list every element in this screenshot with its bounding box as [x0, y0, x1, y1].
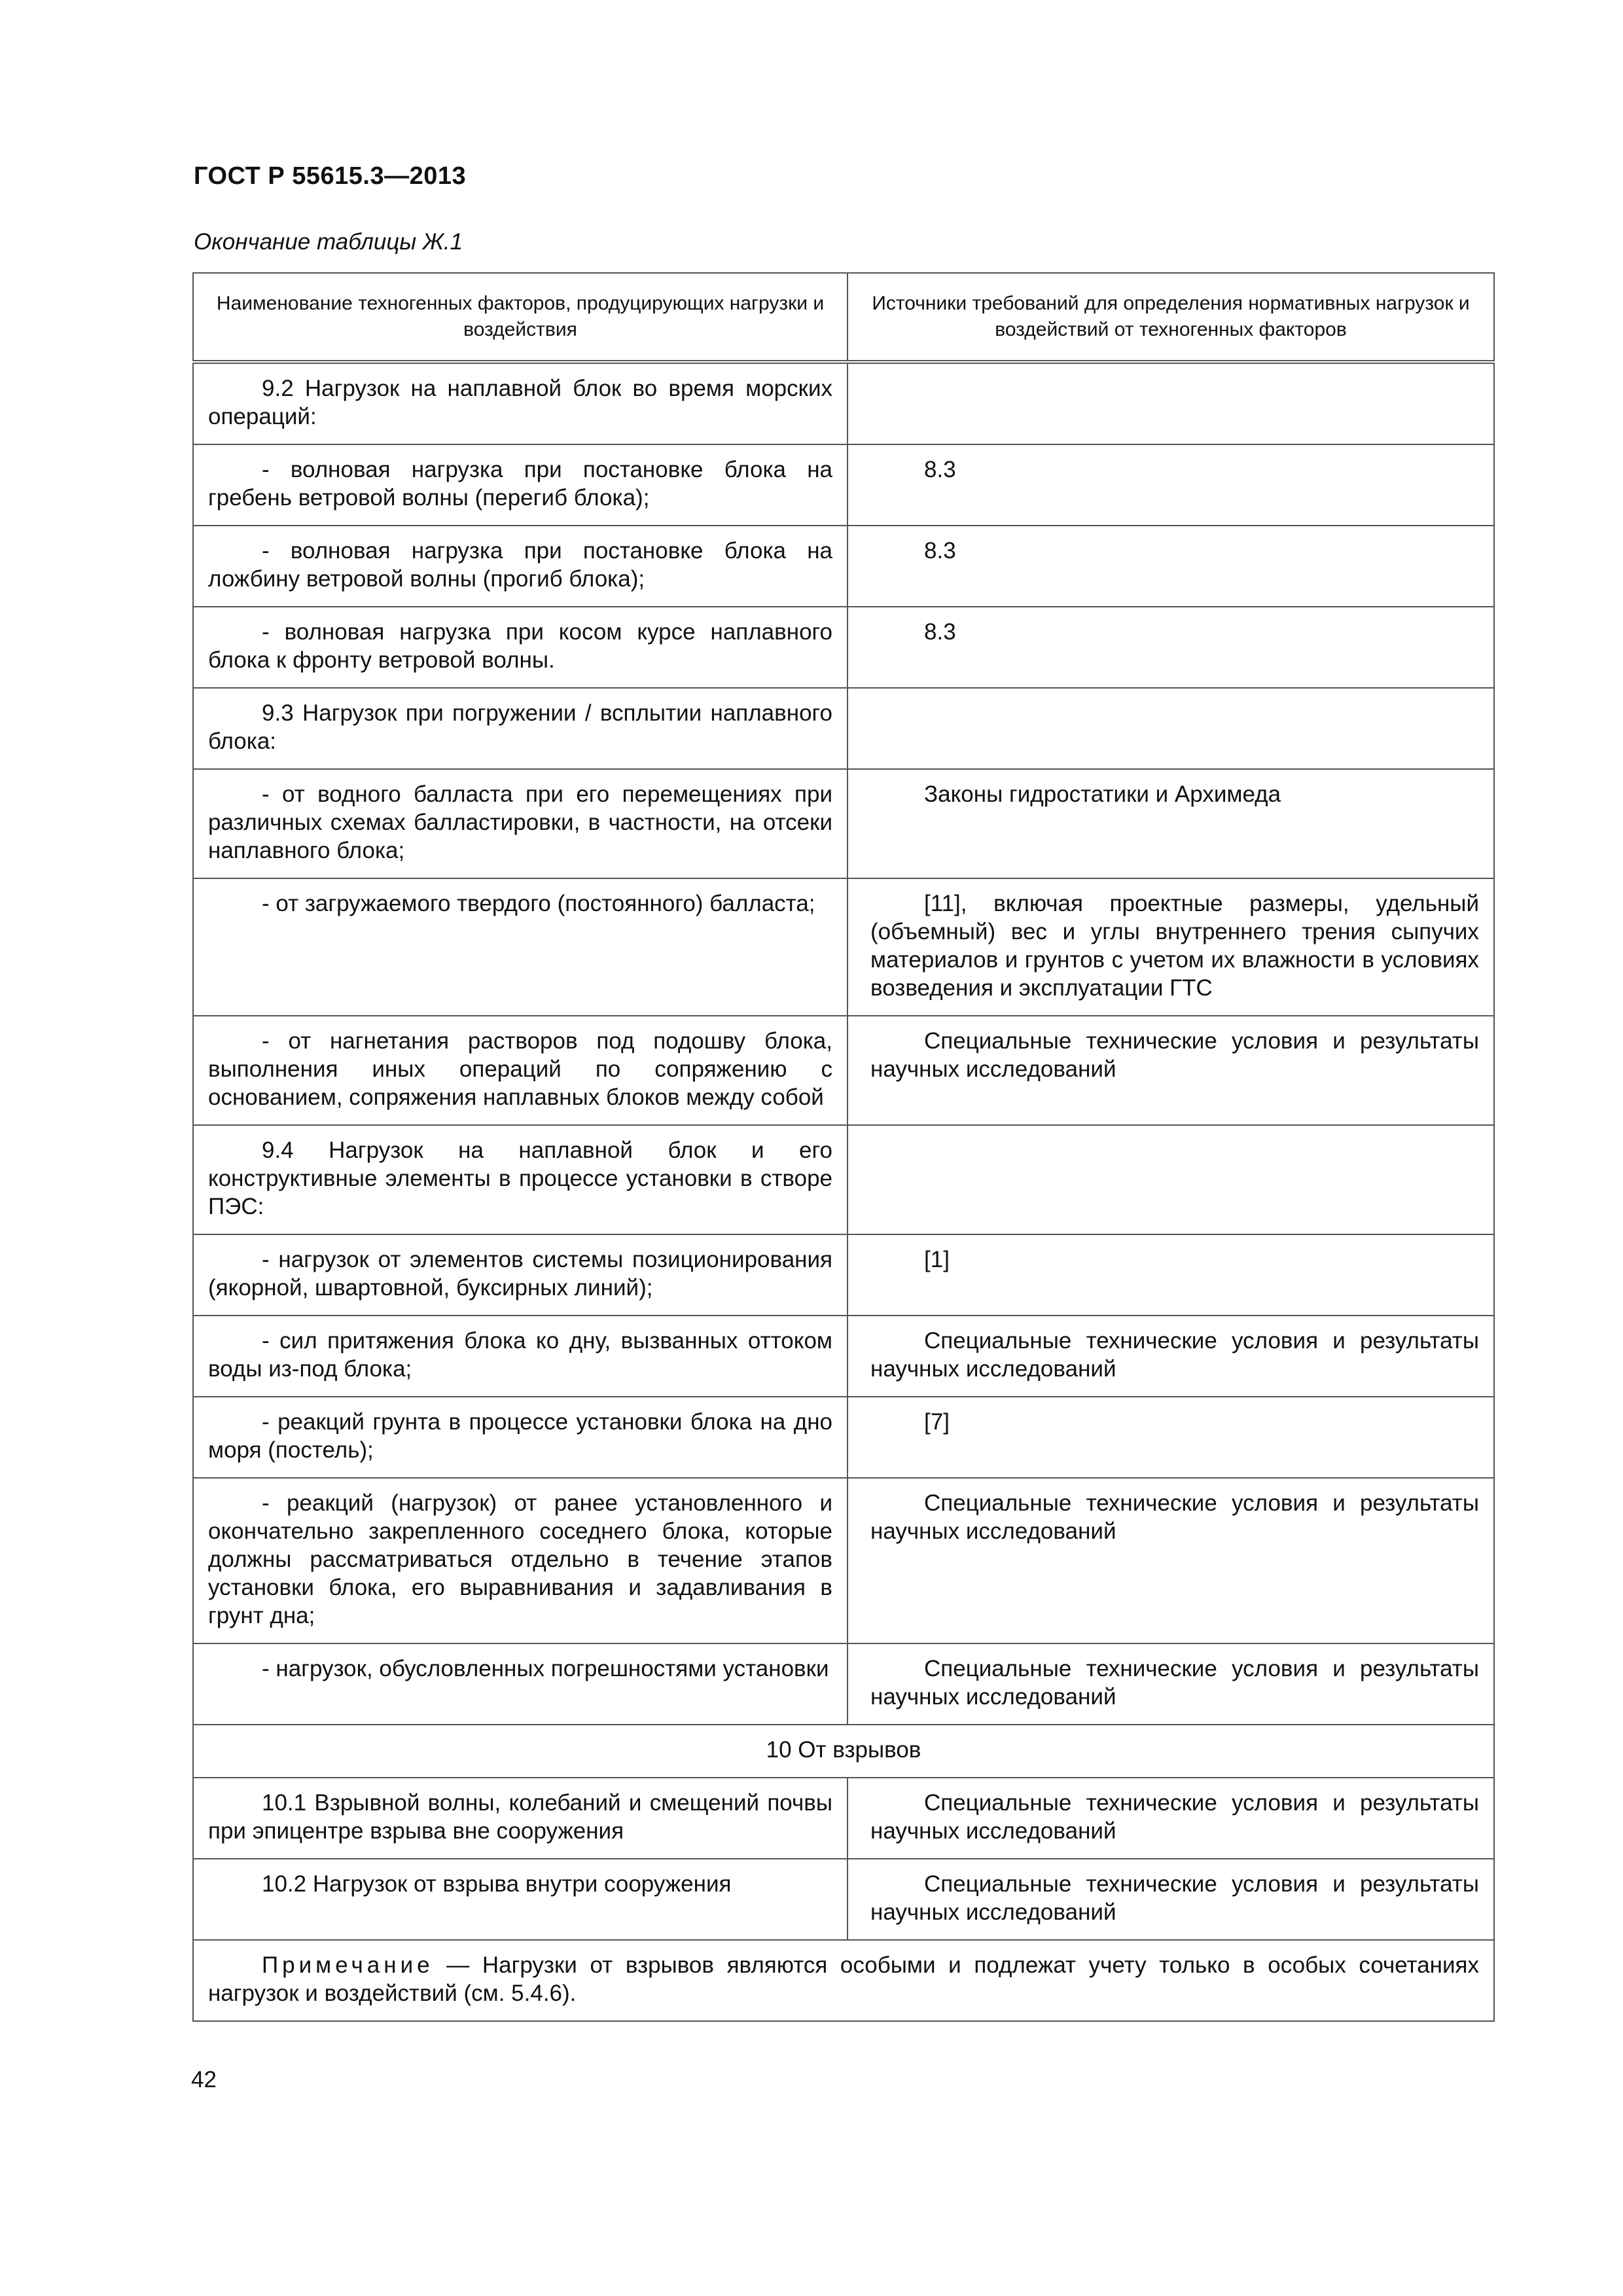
table-row — [193, 1016, 1494, 1125]
factor-cell: - реакций грунта в процессе установки блока на дно моря (постель); — [193, 1397, 847, 1478]
document-code: ГОСТ Р 55615.3—2013 — [194, 162, 467, 190]
table-header-row — [193, 273, 1494, 362]
factor-cell: - сил притяжения блока ко дну, вызванных оттоком воды из-под блока; — [193, 1316, 847, 1397]
factor-cell: 9.3 Нагрузок при погружении / всплытии наплавного блока: — [193, 688, 847, 769]
source-cell: [1] — [847, 1234, 1494, 1316]
table-row — [193, 1397, 1494, 1478]
section-heading-explosions: 10 От взрывов — [193, 1725, 1494, 1778]
table-row — [193, 1859, 1494, 1940]
factor-cell: 9.2 Нагрузок на наплавной блок во время морских операций: — [193, 362, 847, 444]
factor-cell: 10.1 Взрывной волны, колебаний и смещений почвы при эпицентре взрыва вне сооружения — [193, 1778, 847, 1859]
source-cell: Специальные технические условия и результаты научных исследований — [847, 1316, 1494, 1397]
source-cell: Специальные технические условия и результаты научных исследований — [847, 1643, 1494, 1725]
note-text: — Нагрузки от взрывов являются особыми и подлежат учету только в особых сочетаниях нагрузок и воздействий (см. 5.4.6). — [208, 1952, 1479, 2006]
factor-cell: - волновая нагрузка при косом курсе наплавного блока к фронту ветровой волны. — [193, 607, 847, 688]
source-cell: Специальные технические условия и результаты научных исследований — [847, 1778, 1494, 1859]
section-row — [193, 1725, 1494, 1778]
factor-cell: - реакций (нагрузок) от ранее установленного и окончательно закрепленного соседнего блока, которые должны рассматриваться отдельно в течение этапов установки блока, его выравнивания и задавливания в грунт дна; — [193, 1478, 847, 1643]
source-cell: Специальные технические условия и результаты научных исследований — [847, 1478, 1494, 1643]
page-number: 42 — [191, 2067, 217, 2092]
column-header-factors: Наименование техногенных факторов, продуцирующих нагрузки и воздействия — [193, 273, 847, 362]
table-row — [193, 1778, 1494, 1859]
source-cell: 8.3 — [847, 607, 1494, 688]
table-row — [193, 878, 1494, 1016]
table-row — [193, 444, 1494, 526]
table-row — [193, 1643, 1494, 1725]
source-cell: Специальные технические условия и результаты научных исследований — [847, 1016, 1494, 1125]
source-cell: 8.3 — [847, 526, 1494, 607]
source-cell — [847, 688, 1494, 769]
factor-cell: - нагрузок от элементов системы позиционирования (якорной, швартовной, буксирных линий); — [193, 1234, 847, 1316]
source-cell: 8.3 — [847, 444, 1494, 526]
factor-cell: 10.2 Нагрузок от взрыва внутри сооружения — [193, 1859, 847, 1940]
source-cell: [7] — [847, 1397, 1494, 1478]
loads-table — [192, 272, 1495, 2022]
table-row — [193, 526, 1494, 607]
factor-cell: - нагрузок, обусловленных погрешностями установки — [193, 1643, 847, 1725]
table-row — [193, 1125, 1494, 1234]
column-header-sources: Источники требований для определения нормативных нагрузок и воздействий от техногенных факторов — [847, 273, 1494, 362]
note-label: Примечание — [262, 1952, 434, 1978]
table-row — [193, 688, 1494, 769]
source-cell — [847, 362, 1494, 444]
factor-cell: - от нагнетания растворов под подошву блока, выполнения иных операций по сопряжению с основанием, сопряжения наплавных блоков между собой — [193, 1016, 847, 1125]
source-cell: Законы гидростатики и Архимеда — [847, 769, 1494, 878]
factor-cell: - от водного балласта при его перемещениях при различных схемах балластировки, в частности, на отсеки наплавного блока; — [193, 769, 847, 878]
source-cell: [11], включая проектные размеры, удельный (объемный) вес и углы внутреннего трения сыпучих материалов и грунтов с учетом их влажности в условиях возведения и эксплуатации ГТС — [847, 878, 1494, 1016]
table-row — [193, 607, 1494, 688]
table-row — [193, 1234, 1494, 1316]
note-row — [193, 1940, 1494, 2021]
table-row — [193, 769, 1494, 878]
table-row — [193, 1478, 1494, 1643]
table-note — [193, 1940, 1494, 2021]
factor-cell: - волновая нагрузка при постановке блока на гребень ветровой волны (перегиб блока); — [193, 444, 847, 526]
source-cell — [847, 1125, 1494, 1234]
table-row — [193, 362, 1494, 444]
source-cell: Специальные технические условия и результаты научных исследований — [847, 1859, 1494, 1940]
factor-cell: - волновая нагрузка при постановке блока на ложбину ветровой волны (прогиб блока); — [193, 526, 847, 607]
factor-cell: - от загружаемого твердого (постоянного) балласта; — [193, 878, 847, 1016]
table-continuation-caption: Окончание таблицы Ж.1 — [194, 229, 463, 255]
table-row — [193, 1316, 1494, 1397]
factor-cell: 9.4 Нагрузок на наплавной блок и его конструктивные элементы в процессе установки в створе ПЭС: — [193, 1125, 847, 1234]
